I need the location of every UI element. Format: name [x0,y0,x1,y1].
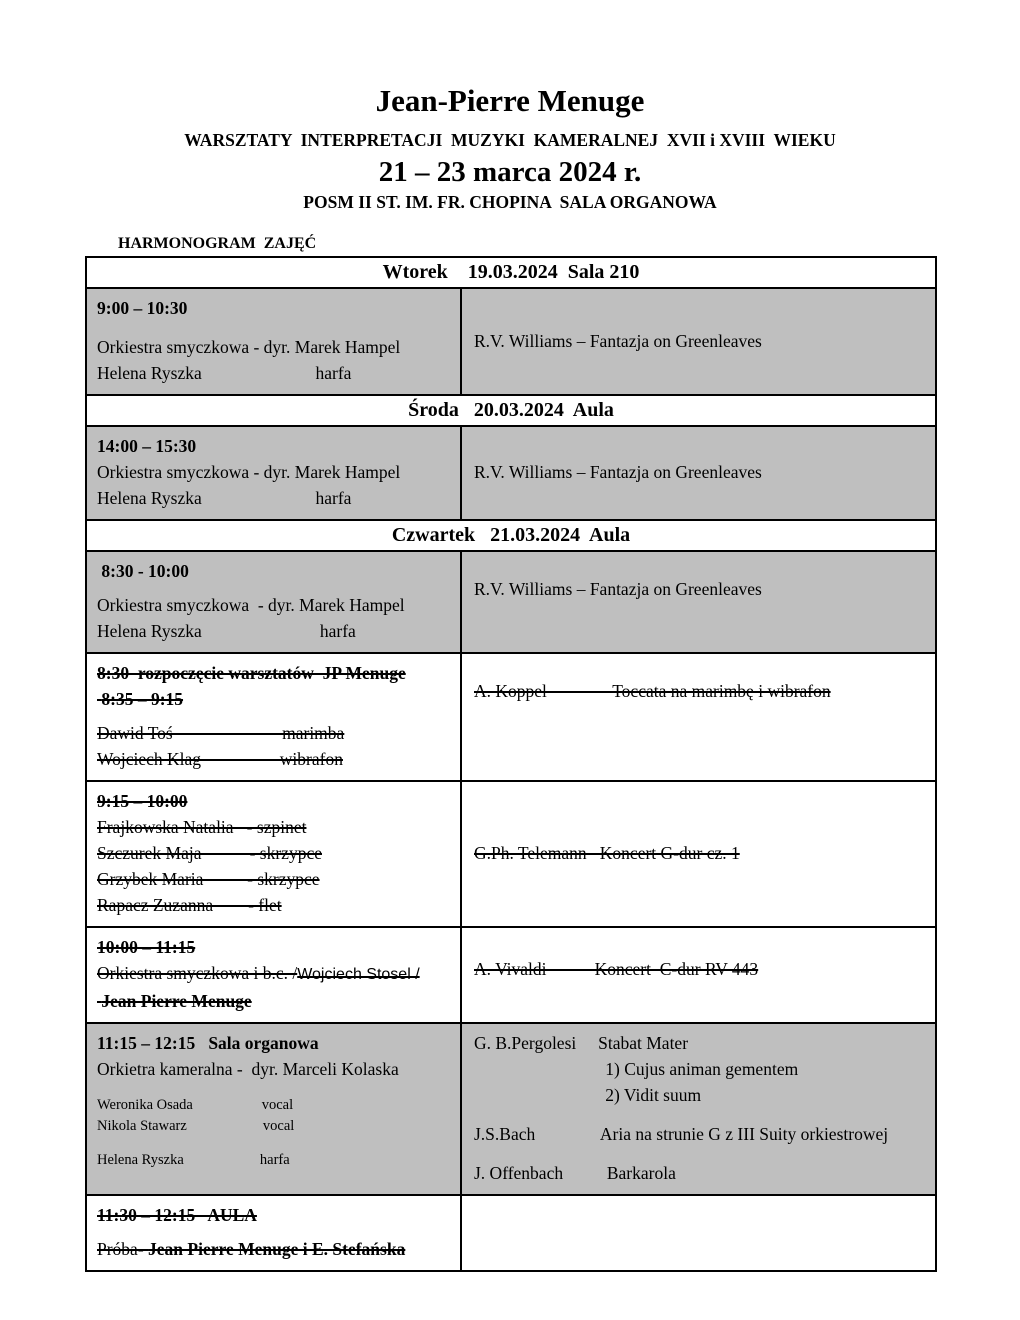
text-run: Frajkowska Natalia - szpinet [97,817,307,837]
schedule-line [474,840,929,866]
text-run: G. B.Pergolesi Stabat Mater [474,1033,689,1053]
text-run: 9:15 – 10:00 [97,791,188,811]
schedule-line [97,840,454,866]
schedule-line [474,956,929,982]
date-line: 21 – 23 marca 2024 r. [378,156,642,188]
text-run: 1) Cujus animan gementem [474,1059,799,1079]
schedule-line [97,720,454,746]
text-run: Helena Ryszka harfa [97,488,352,508]
schedule-line [97,295,454,321]
schedule-line [97,746,454,772]
schedule-line [97,1116,454,1137]
session-row [87,652,935,780]
session-cell-repertoire [462,654,935,780]
text-run: Orkiestra smyczkowa i b.c. / [97,963,298,983]
schedule-line [97,1150,454,1171]
text-run: Helena Ryszka harfa [97,363,352,383]
session-row [87,550,935,652]
text-run: Jean Pierre Menuge i E. Stefańska [148,1239,406,1259]
schedule-line [97,592,454,618]
schedule-line [97,433,454,459]
text-run: Próba- [97,1239,149,1259]
schedule-line [97,459,454,485]
schedule-line [97,788,454,814]
schedule-line [474,459,929,485]
schedule-line [97,934,454,960]
text-run: 2) Vidit suum [474,1085,702,1105]
text-run: 14:00 – 15:30 [97,436,197,456]
text-run: Szczurek Maja - skrzypce [97,843,322,863]
session-row [87,287,935,394]
text-run: Helena Ryszka harfa [97,1152,290,1168]
text-run: 8:35 – 9:15 [97,689,184,709]
text-run: Grzybek Maria - skrzypce [97,869,320,889]
session-cell-repertoire [462,1024,935,1194]
session-cell-performers [87,289,462,394]
schedule-line [97,712,454,720]
text-run: Wojciech Klag wibrafon [97,749,343,769]
text-run: R.V. Williams – Fantazja on Greenleaves [474,462,762,482]
schedule-line [97,360,454,386]
venue-line: POSM II ST. IM. FR. CHOPINA SALA ORGANOWA [303,192,717,212]
schedule-line [474,678,929,704]
schedule-line [97,618,454,644]
schedule-line [97,485,454,511]
schedule-line [474,328,929,354]
schedule-line [97,558,454,584]
text-run: Wojciech Stosel / [297,966,420,983]
session-cell-repertoire [462,782,935,926]
schedule-line [97,334,454,360]
session-row [87,926,935,1022]
day-header-row: Wtorek 19.03.2024 Sala 210 [87,258,935,287]
session-cell-repertoire [462,928,935,1022]
schedule-line [474,1160,929,1186]
text-run: R.V. Williams – Fantazja on Greenleaves [474,579,762,599]
schedule-line [474,1147,929,1160]
day-header-row: Środa 20.03.2024 Aula [87,394,935,425]
schedule-line [97,1137,454,1150]
schedule-line [474,1108,929,1121]
schedule-line [97,1202,454,1228]
day-header-row: Czwartek 21.03.2024 Aula [87,519,935,550]
page-title: Jean-Pierre Menuge [375,83,645,118]
schedule-line [97,988,454,1014]
schedule-line [97,686,454,712]
schedule-line [97,1095,454,1116]
text-run: Helena Ryszka harfa [97,621,356,641]
schedule-line [474,1082,929,1108]
text-run: Weronika Osada vocal [97,1097,294,1113]
text-run: Dawid Toś marimba [97,723,345,743]
schedule-line [474,576,929,602]
session-cell-performers [87,654,462,780]
text-run: A. Koppel Toccata na marimbę i wibrafon [474,681,831,701]
schedule-line [97,814,454,840]
session-cell-repertoire [462,289,935,394]
text-run: 11:30 – 12:15 AULA [97,1205,257,1225]
session-cell-performers [87,1024,462,1194]
session-cell-performers [87,928,462,1022]
text-run: J.S.Bach Aria na strunie G z III Suity orkiestrowej [474,1124,889,1144]
schedule-line [97,866,454,892]
text-run: Nikola Stawarz vocal [97,1118,295,1134]
schedule-line [97,1236,454,1262]
text-run: Rapacz Zuzanna - flet [97,895,282,915]
workshop-subtitle: WARSZTATY INTERPRETACJI MUZYKI KAMERALNEJ XVII i XVIII WIEKU [184,130,836,150]
schedule-line [97,960,454,988]
schedule-line [97,1030,454,1056]
session-row [87,425,935,519]
schedule-line [97,1228,454,1236]
text-run: A. Vivaldi Koncert C-dur RV 443 [474,959,759,979]
schedule-line [474,1121,929,1147]
schedule-line [97,584,454,592]
text-run: 9:00 – 10:30 [97,298,188,318]
schedule-line [474,1030,929,1056]
schedule-line [97,892,454,918]
schedule-line [97,1082,454,1095]
schedule-heading: HARMONOGRAM ZAJĘĆ [118,235,317,252]
session-cell-repertoire [462,552,935,652]
text-run: R.V. Williams – Fantazja on Greenleaves [474,330,762,351]
schedule-line [474,1056,929,1082]
session-cell-performers [87,782,462,926]
text-run: Orkietra kameralna - dyr. Marceli Kolaska [97,1059,399,1079]
text-run: Orkiestra smyczkowa - dyr. Marek Hampel [97,595,405,615]
schedule-line [97,321,454,334]
session-cell-repertoire [462,1196,935,1270]
session-row [87,780,935,926]
session-cell-performers [87,1196,462,1270]
text-run: Jean Pierre Menuge [97,991,252,1011]
session-cell-performers [87,552,462,652]
text-run: 10:00 – 11:15 [97,937,196,957]
schedule-table [85,256,937,1272]
text-run: Orkiestra smyczkowa - dyr. Marek Hampel [97,462,401,482]
text-run: Orkiestra smyczkowa - dyr. Marek Hampel [97,337,401,357]
text-run: G.Ph. Telemann Koncert G-dur cz. 1 [474,843,740,863]
session-row [87,1022,935,1194]
session-cell-repertoire [462,427,935,519]
text-run: 8:30 rozpoczęcie warsztatów JP Menuge [97,663,406,683]
text-run: J. Offenbach Barkarola [474,1163,676,1183]
text-run: 8:30 - 10:00 [97,561,189,581]
session-cell-performers [87,427,462,519]
text-run: 11:15 – 12:15 Sala organowa [97,1033,319,1053]
schedule-line [97,660,454,686]
schedule-line [97,1056,454,1082]
session-row [87,1194,935,1270]
